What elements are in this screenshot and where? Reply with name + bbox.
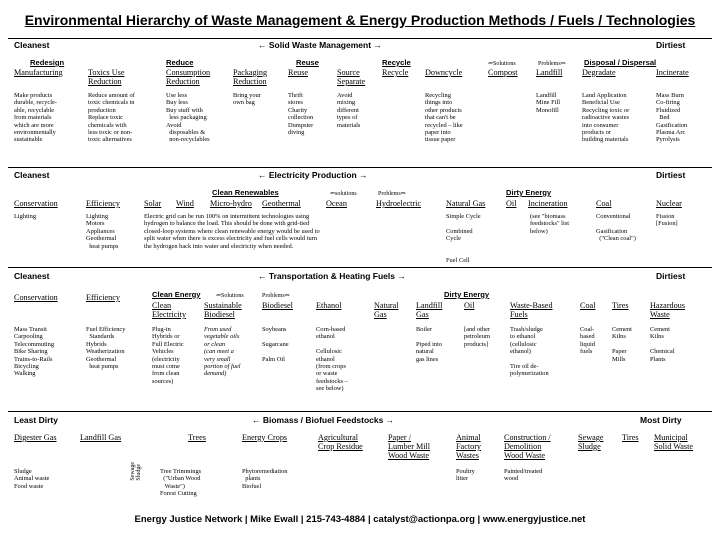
column-geothermal: Geothermal [262,199,301,208]
sewage-sludge-vertical-text: Sewage Sludge [130,462,142,481]
column-sustainable-biodiesel: Sustainable Biodiesel [204,301,242,319]
column-reuse: Reuse [288,68,309,77]
section-heading-electricity: ← Electricity Production → [258,170,368,180]
group-dirty-energy: Dirty Energy [444,290,490,299]
solutions-marker: ⇐solutions [330,191,357,197]
efficiency-text: Lighting Motors Appliances Geothermal heat pumps [86,213,119,250]
column-ethanol: Ethanol [316,301,342,310]
column-incineration: Incineration [528,199,568,208]
conservation-text: Mass Transit Carpooling Telecommuting Bike Sharing Trains-to-Rails Bicycling Walking [14,326,55,378]
page-title: Environmental Hierarchy of Waste Management & Energy Production Methods / Fuels / Technologies [24,12,696,28]
column-recycle: Recycle [382,68,409,77]
problems-marker: Problems⇒ [262,293,290,299]
consumption-text: Use less Buy less Buy stuff with less packaging Avoid disposables & non-recyclables [166,92,210,144]
column-natural-gas: Natural Gas [446,199,486,208]
dirtiest-label: Dirtiest [656,170,686,180]
column-animal-factory-wastes: Animal Factory Wastes [456,433,482,460]
column-consumption-reduction: Consumption Reduction [166,68,211,86]
column-packaging-reduction: Packaging Reduction [233,68,268,86]
trees-text: Tree Trimmings ("Urban Wood Waste") Forest Cutting [160,468,202,498]
column-hazardous-waste: Hazardous Waste [650,301,686,319]
column-toxics-use-reduction: Toxics Use Reduction [88,68,125,86]
cleanest-label: Cleanest [14,271,50,281]
tires-text: Cement Kilns Paper Mills [612,326,632,363]
group-clean-energy: Clean Energy [152,290,201,299]
column-trees: Trees [188,433,206,442]
group-recycle: Recycle [382,58,411,67]
divider [8,267,712,268]
column-energy-crops: Energy Crops [242,433,288,442]
hazardous-waste-text: Cement Kilns Chemical Plants [650,326,675,363]
column-efficiency: Efficiency [86,199,120,208]
solutions-marker: ⇐Solutions [216,293,244,299]
column-construction-demolition-wood-waste: Construction / Demolition Wood Waste [504,433,551,460]
column-agricultural-crop-residue: Agricultural Crop Residue [318,433,363,451]
column-conservation: Conservation [14,293,58,302]
toxics-use-text: Reduce amount of toxic chemicals in production Replace toxic chemicals with less toxic or non- toxic alternatives [88,92,135,144]
column-hydroelectric: Hydroelectric [376,199,422,208]
construction-demolition-text: Painted/treated wood [504,468,543,483]
downcycle-text: Recycling things into other products that can't be recycled – like paper into tissue paper [425,92,463,144]
group-reduce: Reduce [166,58,194,67]
cleanest-label: Cleanest [14,40,50,50]
divider [8,411,712,412]
column-downcycle: Downcycle [425,68,463,77]
column-coal: Coal [596,199,612,208]
coal-text: Coal- based liquid fuels [580,326,595,356]
animal-factory-text: Poultry litter [456,468,475,483]
sustainable-biodiesel-text: From used vegetable oils or clean (can meet a very small portion of fuel demand) [204,326,241,378]
section-heading-solid-waste: ← Solid Waste Management → [258,40,382,50]
column-compost: Compost [488,68,518,77]
incinerate-text: Mass Burn Co-firing Fluidized Bed Gasification Plasma Arc Pyrolysis [656,92,688,144]
column-wind: Wind [176,199,194,208]
degradate-text: Land Application Beneficial Use Recycling toxic or radioactive wastes into consumer products or building materials [582,92,630,144]
cleanest-label: Cleanest [14,170,50,180]
column-efficiency: Efficiency [86,293,120,302]
dirtiest-label: Dirtiest [656,40,686,50]
column-municipal-solid-waste: Municipal Solid Waste [654,433,693,451]
divider [8,38,712,39]
ethanol-text: Corn-based ethanol Cellulosic ethanol (from crops or waste feedstocks – see below) [316,326,348,393]
most-dirty-label: Most Dirty [640,415,682,425]
reuse-text: Thrift stores Charity collection Dumpster diving [288,92,314,137]
column-sewage-sludge: Sewage Sludge [578,433,604,451]
group-dirty-energy: Dirty Energy [506,188,552,197]
group-clean-renewables: Clean Renewables [212,188,279,197]
problems-marker: Problems⇒ [378,191,406,197]
section-heading-biomass: ← Biomass / Biofuel Feedstocks → [252,415,395,425]
column-digester-gas: Digester Gas [14,433,57,442]
oil-text: [and other petroleum products] [464,326,491,348]
incineration-text: (see "biomass feedstocks" list below) [530,213,569,235]
column-oil: Oil [506,199,517,208]
column-degradate: Degradate [582,68,616,77]
biodiesel-text: Soybeans Sugarcane Palm Oil [262,326,289,363]
least-dirty-label: Least Dirty [14,415,58,425]
source-separate-text: Avoid mixing different types of materials [337,92,361,129]
column-solar: Solar [144,199,162,208]
group-disposal: Disposal / Dispersal [584,58,657,67]
coal-text: Conventional Gasification ("Clean coal") [596,213,636,243]
digester-gas-text: Sludge Animal waste Food waste [14,468,50,490]
column-nuclear: Nuclear [656,199,682,208]
column-waste-based-fuels: Waste-Based Fuels [510,301,553,319]
section-heading-transportation: ← Transportation & Heating Fuels → [258,271,406,281]
column-coal: Coal [580,301,596,310]
landfill-gas-text: Boiler Piped into natural gas lines [416,326,443,363]
efficiency-text: Fuel Efficiency Standards Hybrids Weatherization Geothermal heat pumps [86,326,126,371]
footer-contact: Energy Justice Network | Mike Ewall | 215-743-4884 | catalyst@actionpa.org | www.energyjustice.net [134,514,586,525]
column-manufacturing: Manufacturing [14,68,63,77]
column-paper-lumber-mill-wood-waste: Paper / Lumber Mill Wood Waste [388,433,431,460]
manufacturing-text: Make products durable, recycle- able, recyclable from materials which are more environmentally sustainable [14,92,57,144]
column-natural-gas: Natural Gas [374,301,399,319]
problems-marker: Problems⇒ [538,61,566,67]
column-tires: Tires [612,301,629,310]
column-landfill-gas: Landfill Gas [416,301,443,319]
divider [8,167,712,168]
landfill-text: Landfill Mine Fill Monofill [536,92,560,114]
energy-crops-text: Phytoremediation plants Biofuel [242,468,288,490]
renewables-text: Electric grid can be run 100% on intermittent technologies using hydrogen to balance the load. This should be done with grid-tied closed-loop systems where clean renewable energy would be used to split water when there is excess electricity and fuel cells would turn the hydrogen back into water and electricity when needed. [144,213,320,250]
column-conservation: Conservation [14,199,58,208]
column-clean-electricity: Clean Electricity [152,301,187,319]
column-incinerate: Incinerate [656,68,689,77]
solutions-marker: ⇐Solutions [488,61,516,67]
group-reuse: Reuse [296,58,319,67]
column-tires: Tires [622,433,639,442]
nuclear-text: Fission [Fusion] [656,213,678,228]
column-landfill: Landfill [536,68,563,77]
natural-gas-text: Simple Cycle Combined Cycle Fuel Cell [446,213,481,265]
column-source-separate: Source Separate [337,68,366,86]
group-redesign: Redesign [30,58,65,67]
column-biodiesel: Biodiesel [262,301,293,310]
clean-electricity-text: Plug-in Hybrids or Full Electric Vehicles (electricity must come from clean sources) [152,326,184,385]
column-oil: Oil [464,301,475,310]
waste-based-fuels-text: Trash/sludge to ethanol (cellulosic ethanol) Tire oil de- polymerization [510,326,549,378]
column-landfill-gas: Landfill Gas [80,433,122,442]
conservation-text: Lighting [14,213,37,220]
packaging-text: Bring your own bag [233,92,261,107]
column-ocean: Ocean [326,199,347,208]
dirtiest-label: Dirtiest [656,271,686,281]
column-micro-hydro: Micro-hydro [210,199,252,208]
